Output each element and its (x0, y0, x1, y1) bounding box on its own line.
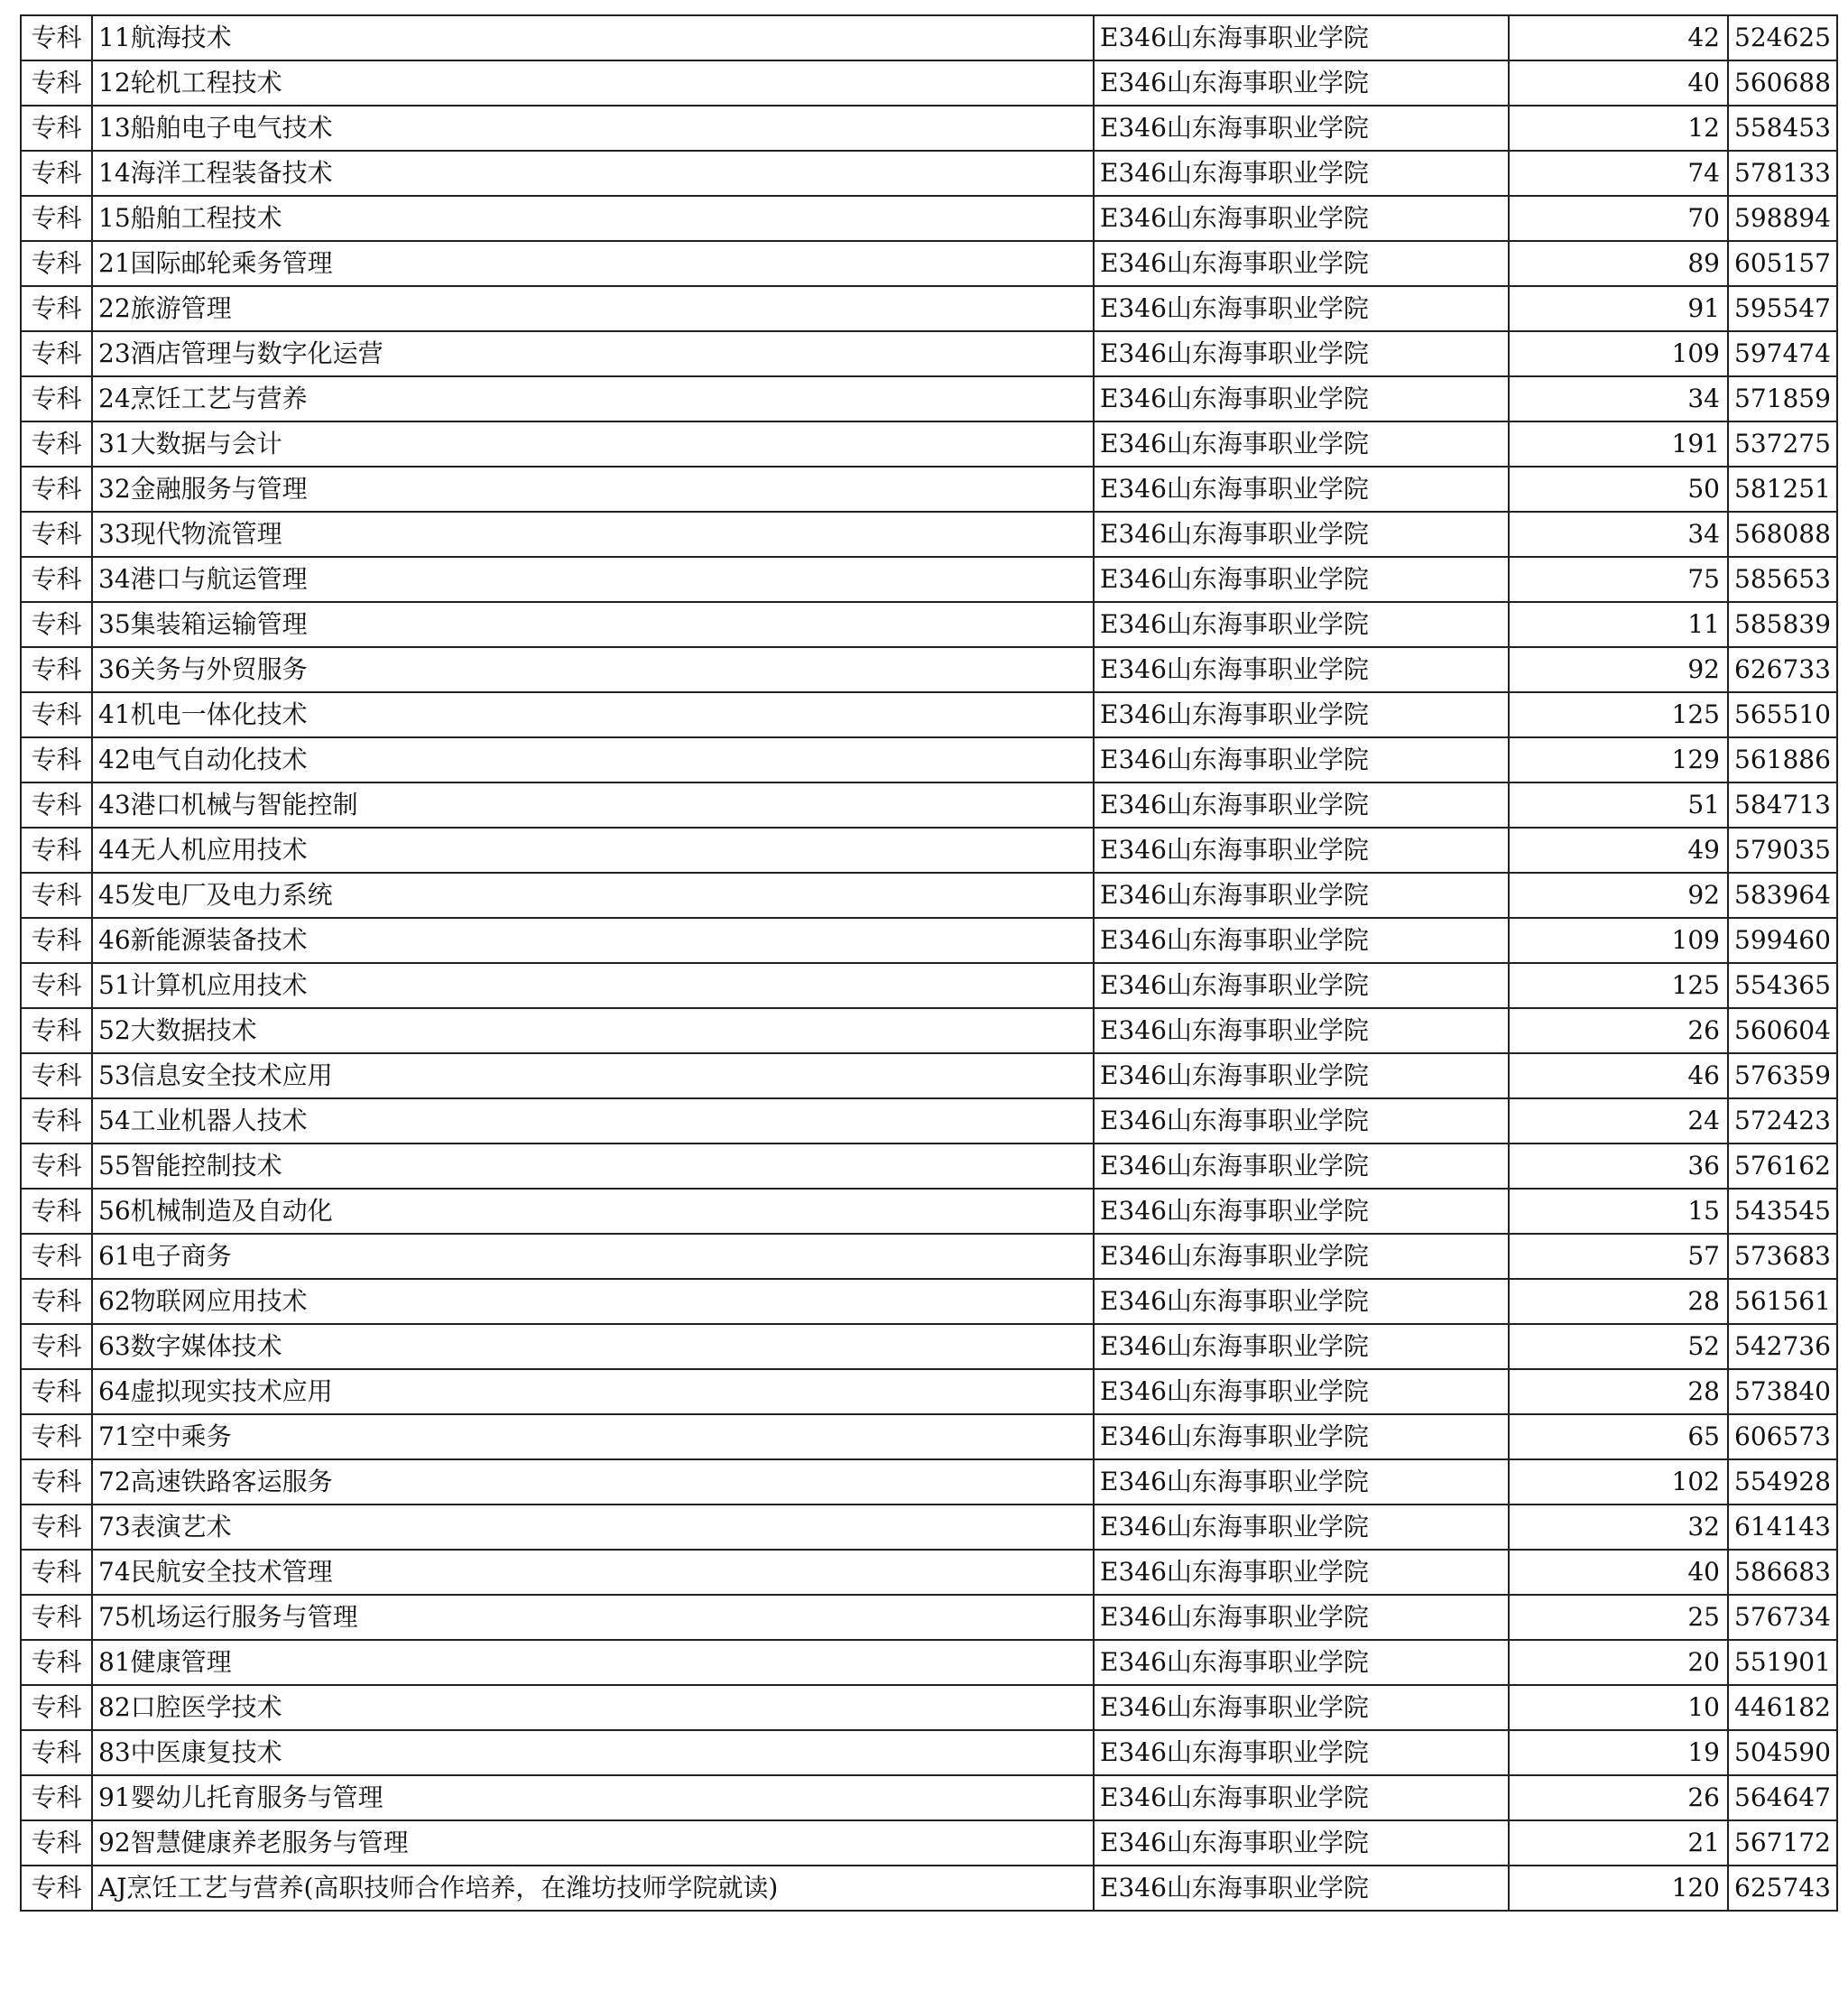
school-cell: E346山东海事职业学院 (1094, 331, 1509, 376)
level-cell: 专科 (21, 286, 92, 331)
level-cell: 专科 (21, 918, 92, 963)
table-row (21, 1369, 1837, 1414)
rank-cell: 605157 (1728, 241, 1837, 286)
rank-cell: 560688 (1728, 60, 1837, 106)
count-cell: 25 (1509, 1595, 1728, 1640)
school-cell: E346山东海事职业学院 (1094, 1866, 1509, 1911)
count-cell: 10 (1509, 1685, 1728, 1730)
school-cell: E346山东海事职业学院 (1094, 1640, 1509, 1685)
count-cell: 24 (1509, 1098, 1728, 1144)
rank-cell: 586683 (1728, 1550, 1837, 1595)
major-cell: 42电气自动化技术 (92, 737, 1094, 782)
table-row (21, 692, 1837, 737)
rank-cell: 560604 (1728, 1008, 1837, 1053)
school-cell: E346山东海事职业学院 (1094, 1369, 1509, 1414)
count-cell: 102 (1509, 1459, 1728, 1505)
school-cell: E346山东海事职业学院 (1094, 1685, 1509, 1730)
table-row (21, 782, 1837, 828)
rank-cell: 597474 (1728, 331, 1837, 376)
rank-cell: 625743 (1728, 1866, 1837, 1911)
rank-cell: 524625 (1728, 15, 1837, 60)
major-cell: 32金融服务与管理 (92, 467, 1094, 512)
major-cell: 92智慧健康养老服务与管理 (92, 1820, 1094, 1866)
school-cell: E346山东海事职业学院 (1094, 512, 1509, 557)
count-cell: 109 (1509, 331, 1728, 376)
count-cell: 26 (1509, 1775, 1728, 1820)
major-cell: 55智能控制技术 (92, 1144, 1094, 1189)
major-cell: 41机电一体化技术 (92, 692, 1094, 737)
table-row (21, 151, 1837, 196)
school-cell: E346山东海事职业学院 (1094, 1595, 1509, 1640)
count-cell: 40 (1509, 1550, 1728, 1595)
table-row (21, 1550, 1837, 1595)
level-cell: 专科 (21, 1866, 92, 1911)
school-cell: E346山东海事职业学院 (1094, 151, 1509, 196)
count-cell: 125 (1509, 692, 1728, 737)
major-cell: 21国际邮轮乘务管理 (92, 241, 1094, 286)
rank-cell: 561561 (1728, 1279, 1837, 1324)
level-cell: 专科 (21, 1008, 92, 1053)
table-row (21, 1866, 1837, 1911)
school-cell: E346山东海事职业学院 (1094, 918, 1509, 963)
school-cell: E346山东海事职业学院 (1094, 15, 1509, 60)
school-cell: E346山东海事职业学院 (1094, 602, 1509, 647)
major-cell: 63数字媒体技术 (92, 1324, 1094, 1369)
major-cell: 43港口机械与智能控制 (92, 782, 1094, 828)
table-row (21, 1459, 1837, 1505)
level-cell: 专科 (21, 15, 92, 60)
table-row (21, 1414, 1837, 1459)
table-row (21, 467, 1837, 512)
major-cell: 45发电厂及电力系统 (92, 873, 1094, 918)
level-cell: 专科 (21, 873, 92, 918)
school-cell: E346山东海事职业学院 (1094, 1324, 1509, 1369)
table-row (21, 1730, 1837, 1775)
table-row (21, 196, 1837, 241)
count-cell: 109 (1509, 918, 1728, 963)
rank-cell: 579035 (1728, 828, 1837, 873)
count-cell: 50 (1509, 467, 1728, 512)
level-cell: 专科 (21, 241, 92, 286)
level-cell: 专科 (21, 151, 92, 196)
count-cell: 28 (1509, 1369, 1728, 1414)
school-cell: E346山东海事职业学院 (1094, 1775, 1509, 1820)
rank-cell: 551901 (1728, 1640, 1837, 1685)
table-row (21, 1820, 1837, 1866)
level-cell: 专科 (21, 467, 92, 512)
major-cell: 52大数据技术 (92, 1008, 1094, 1053)
major-cell: 36关务与外贸服务 (92, 647, 1094, 692)
school-cell: E346山东海事职业学院 (1094, 421, 1509, 467)
count-cell: 92 (1509, 647, 1728, 692)
table-row (21, 963, 1837, 1008)
level-cell: 专科 (21, 737, 92, 782)
table-row (21, 1505, 1837, 1550)
school-cell: E346山东海事职业学院 (1094, 1730, 1509, 1775)
count-cell: 34 (1509, 512, 1728, 557)
major-cell: 81健康管理 (92, 1640, 1094, 1685)
level-cell: 专科 (21, 782, 92, 828)
major-cell: 62物联网应用技术 (92, 1279, 1094, 1324)
table-row (21, 241, 1837, 286)
level-cell: 专科 (21, 196, 92, 241)
rank-cell: 584713 (1728, 782, 1837, 828)
school-cell: E346山东海事职业学院 (1094, 1820, 1509, 1866)
table-row (21, 828, 1837, 873)
rank-cell: 568088 (1728, 512, 1837, 557)
count-cell: 20 (1509, 1640, 1728, 1685)
count-cell: 28 (1509, 1279, 1728, 1324)
admission-table (20, 14, 1838, 1912)
rank-cell: 565510 (1728, 692, 1837, 737)
rank-cell: 504590 (1728, 1730, 1837, 1775)
level-cell: 专科 (21, 1279, 92, 1324)
major-cell: 61电子商务 (92, 1234, 1094, 1279)
school-cell: E346山东海事职业学院 (1094, 241, 1509, 286)
school-cell: E346山东海事职业学院 (1094, 106, 1509, 151)
table-row (21, 1640, 1837, 1685)
table-row (21, 60, 1837, 106)
school-cell: E346山东海事职业学院 (1094, 60, 1509, 106)
count-cell: 65 (1509, 1414, 1728, 1459)
level-cell: 专科 (21, 1234, 92, 1279)
major-cell: 15船舶工程技术 (92, 196, 1094, 241)
count-cell: 120 (1509, 1866, 1728, 1911)
rank-cell: 576162 (1728, 1144, 1837, 1189)
rank-cell: 576359 (1728, 1053, 1837, 1098)
level-cell: 专科 (21, 421, 92, 467)
table-row (21, 15, 1837, 60)
admission-table-body (21, 15, 1837, 1911)
major-cell: 64虚拟现实技术应用 (92, 1369, 1094, 1414)
school-cell: E346山东海事职业学院 (1094, 1505, 1509, 1550)
table-row (21, 1098, 1837, 1144)
table-row (21, 557, 1837, 602)
count-cell: 46 (1509, 1053, 1728, 1098)
major-cell: 72高速铁路客运服务 (92, 1459, 1094, 1505)
level-cell: 专科 (21, 1369, 92, 1414)
level-cell: 专科 (21, 1144, 92, 1189)
rank-cell: 537275 (1728, 421, 1837, 467)
rank-cell: 573683 (1728, 1234, 1837, 1279)
level-cell: 专科 (21, 1685, 92, 1730)
count-cell: 32 (1509, 1505, 1728, 1550)
school-cell: E346山东海事职业学院 (1094, 1279, 1509, 1324)
level-cell: 专科 (21, 512, 92, 557)
table-row (21, 1775, 1837, 1820)
level-cell: 专科 (21, 1189, 92, 1234)
rank-cell: 606573 (1728, 1414, 1837, 1459)
rank-cell: 542736 (1728, 1324, 1837, 1369)
major-cell: 13船舶电子电气技术 (92, 106, 1094, 151)
level-cell: 专科 (21, 1324, 92, 1369)
count-cell: 75 (1509, 557, 1728, 602)
school-cell: E346山东海事职业学院 (1094, 647, 1509, 692)
major-cell: 33现代物流管理 (92, 512, 1094, 557)
level-cell: 专科 (21, 331, 92, 376)
major-cell: 14海洋工程装备技术 (92, 151, 1094, 196)
rank-cell: 598894 (1728, 196, 1837, 241)
school-cell: E346山东海事职业学院 (1094, 557, 1509, 602)
rank-cell: 571859 (1728, 376, 1837, 421)
count-cell: 26 (1509, 1008, 1728, 1053)
level-cell: 专科 (21, 1640, 92, 1685)
level-cell: 专科 (21, 1505, 92, 1550)
school-cell: E346山东海事职业学院 (1094, 1008, 1509, 1053)
major-cell: 51计算机应用技术 (92, 963, 1094, 1008)
major-cell: 35集装箱运输管理 (92, 602, 1094, 647)
count-cell: 51 (1509, 782, 1728, 828)
table-row (21, 918, 1837, 963)
table-row (21, 106, 1837, 151)
count-cell: 15 (1509, 1189, 1728, 1234)
count-cell: 49 (1509, 828, 1728, 873)
count-cell: 92 (1509, 873, 1728, 918)
table-row (21, 602, 1837, 647)
major-cell: 11航海技术 (92, 15, 1094, 60)
rank-cell: 583964 (1728, 873, 1837, 918)
count-cell: 57 (1509, 1234, 1728, 1279)
level-cell: 专科 (21, 1730, 92, 1775)
level-cell: 专科 (21, 1053, 92, 1098)
school-cell: E346山东海事职业学院 (1094, 782, 1509, 828)
level-cell: 专科 (21, 376, 92, 421)
rank-cell: 573840 (1728, 1369, 1837, 1414)
rank-cell: 581251 (1728, 467, 1837, 512)
level-cell: 专科 (21, 1550, 92, 1595)
count-cell: 40 (1509, 60, 1728, 106)
school-cell: E346山东海事职业学院 (1094, 737, 1509, 782)
major-cell: 56机械制造及自动化 (92, 1189, 1094, 1234)
school-cell: E346山东海事职业学院 (1094, 1459, 1509, 1505)
rank-cell: 599460 (1728, 918, 1837, 963)
table-row (21, 1279, 1837, 1324)
count-cell: 36 (1509, 1144, 1728, 1189)
count-cell: 11 (1509, 602, 1728, 647)
school-cell: E346山东海事职业学院 (1094, 1234, 1509, 1279)
table-row (21, 1324, 1837, 1369)
school-cell: E346山东海事职业学院 (1094, 963, 1509, 1008)
count-cell: 91 (1509, 286, 1728, 331)
level-cell: 专科 (21, 1595, 92, 1640)
rank-cell: 564647 (1728, 1775, 1837, 1820)
school-cell: E346山东海事职业学院 (1094, 873, 1509, 918)
major-cell: 82口腔医学技术 (92, 1685, 1094, 1730)
table-row (21, 1189, 1837, 1234)
level-cell: 专科 (21, 557, 92, 602)
count-cell: 21 (1509, 1820, 1728, 1866)
count-cell: 12 (1509, 106, 1728, 151)
major-cell: 91婴幼儿托育服务与管理 (92, 1775, 1094, 1820)
major-cell: 22旅游管理 (92, 286, 1094, 331)
major-cell: AJ烹饪工艺与营养(高职技师合作培养，在潍坊技师学院就读) (92, 1866, 1094, 1911)
school-cell: E346山东海事职业学院 (1094, 1098, 1509, 1144)
count-cell: 89 (1509, 241, 1728, 286)
count-cell: 42 (1509, 15, 1728, 60)
major-cell: 34港口与航运管理 (92, 557, 1094, 602)
school-cell: E346山东海事职业学院 (1094, 1550, 1509, 1595)
table-row (21, 1685, 1837, 1730)
major-cell: 23酒店管理与数字化运营 (92, 331, 1094, 376)
count-cell: 74 (1509, 151, 1728, 196)
table-row (21, 647, 1837, 692)
major-cell: 53信息安全技术应用 (92, 1053, 1094, 1098)
table-row (21, 1008, 1837, 1053)
rank-cell: 558453 (1728, 106, 1837, 151)
school-cell: E346山东海事职业学院 (1094, 196, 1509, 241)
rank-cell: 576734 (1728, 1595, 1837, 1640)
table-row (21, 421, 1837, 467)
school-cell: E346山东海事职业学院 (1094, 1414, 1509, 1459)
school-cell: E346山东海事职业学院 (1094, 828, 1509, 873)
table-row (21, 1053, 1837, 1098)
rank-cell: 595547 (1728, 286, 1837, 331)
school-cell: E346山东海事职业学院 (1094, 376, 1509, 421)
major-cell: 46新能源装备技术 (92, 918, 1094, 963)
table-row (21, 286, 1837, 331)
rank-cell: 543545 (1728, 1189, 1837, 1234)
rank-cell: 554365 (1728, 963, 1837, 1008)
level-cell: 专科 (21, 60, 92, 106)
table-row (21, 873, 1837, 918)
rank-cell: 446182 (1728, 1685, 1837, 1730)
rank-cell: 626733 (1728, 647, 1837, 692)
level-cell: 专科 (21, 692, 92, 737)
level-cell: 专科 (21, 1775, 92, 1820)
school-cell: E346山东海事职业学院 (1094, 467, 1509, 512)
school-cell: E346山东海事职业学院 (1094, 1053, 1509, 1098)
table-row (21, 376, 1837, 421)
count-cell: 125 (1509, 963, 1728, 1008)
count-cell: 191 (1509, 421, 1728, 467)
school-cell: E346山东海事职业学院 (1094, 1144, 1509, 1189)
count-cell: 70 (1509, 196, 1728, 241)
major-cell: 73表演艺术 (92, 1505, 1094, 1550)
rank-cell: 572423 (1728, 1098, 1837, 1144)
school-cell: E346山东海事职业学院 (1094, 286, 1509, 331)
level-cell: 专科 (21, 1820, 92, 1866)
rank-cell: 578133 (1728, 151, 1837, 196)
table-row (21, 737, 1837, 782)
rank-cell: 567172 (1728, 1820, 1837, 1866)
rank-cell: 585839 (1728, 602, 1837, 647)
rank-cell: 585653 (1728, 557, 1837, 602)
major-cell: 83中医康复技术 (92, 1730, 1094, 1775)
major-cell: 74民航安全技术管理 (92, 1550, 1094, 1595)
count-cell: 129 (1509, 737, 1728, 782)
major-cell: 24烹饪工艺与营养 (92, 376, 1094, 421)
count-cell: 19 (1509, 1730, 1728, 1775)
rank-cell: 614143 (1728, 1505, 1837, 1550)
major-cell: 75机场运行服务与管理 (92, 1595, 1094, 1640)
rank-cell: 554928 (1728, 1459, 1837, 1505)
table-row (21, 1234, 1837, 1279)
level-cell: 专科 (21, 1459, 92, 1505)
count-cell: 34 (1509, 376, 1728, 421)
level-cell: 专科 (21, 647, 92, 692)
level-cell: 专科 (21, 602, 92, 647)
table-row (21, 1144, 1837, 1189)
level-cell: 专科 (21, 828, 92, 873)
level-cell: 专科 (21, 1098, 92, 1144)
major-cell: 44无人机应用技术 (92, 828, 1094, 873)
major-cell: 54工业机器人技术 (92, 1098, 1094, 1144)
major-cell: 71空中乘务 (92, 1414, 1094, 1459)
level-cell: 专科 (21, 106, 92, 151)
rank-cell: 561886 (1728, 737, 1837, 782)
level-cell: 专科 (21, 1414, 92, 1459)
major-cell: 12轮机工程技术 (92, 60, 1094, 106)
table-row (21, 331, 1837, 376)
count-cell: 52 (1509, 1324, 1728, 1369)
major-cell: 31大数据与会计 (92, 421, 1094, 467)
table-row (21, 1595, 1837, 1640)
school-cell: E346山东海事职业学院 (1094, 1189, 1509, 1234)
school-cell: E346山东海事职业学院 (1094, 692, 1509, 737)
table-row (21, 512, 1837, 557)
level-cell: 专科 (21, 963, 92, 1008)
